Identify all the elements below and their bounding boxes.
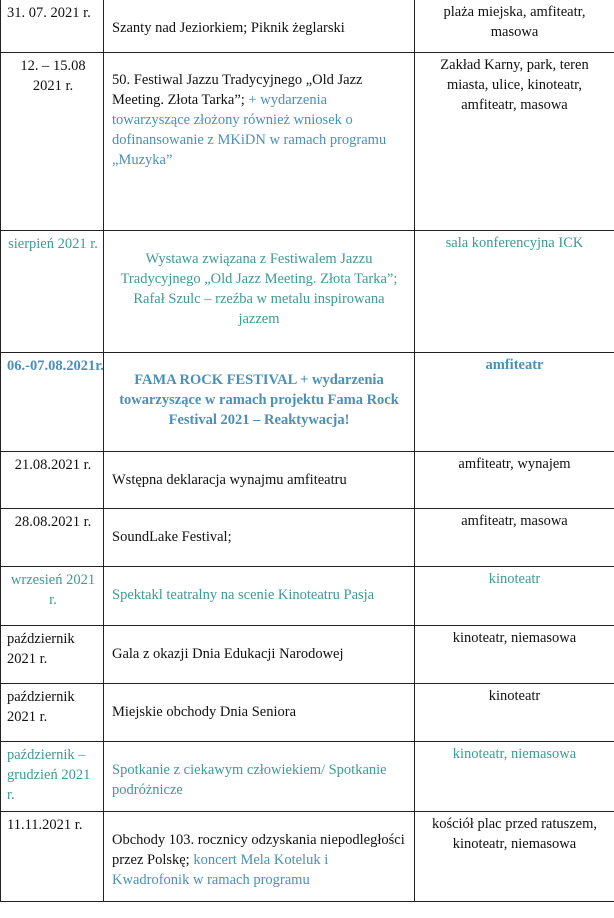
date-text: 12. – 15.08 2021 r. bbox=[20, 58, 86, 94]
location-cell: sala konferencyjna ICK bbox=[415, 231, 614, 353]
table-row bbox=[1, 353, 614, 452]
date-cell: październik 2021 r. bbox=[1, 626, 104, 684]
description-text: Spotkanie z ciekawym człowiekiem/ Spotkanie podróżnicze bbox=[112, 762, 387, 798]
description-text: Szanty nad Jeziorkiem; Piknik żeglarski bbox=[112, 20, 345, 36]
description-cell bbox=[104, 812, 415, 902]
date-cell bbox=[1, 567, 104, 626]
table-row bbox=[1, 509, 614, 567]
description-text-highlight: koncert Mela Koteluk i Kwadrofonik w ramach programu bbox=[112, 852, 329, 888]
date-cell bbox=[1, 53, 104, 231]
table-row bbox=[1, 567, 614, 626]
description-cell bbox=[104, 567, 415, 626]
description-text-highlight: + wydarzenia towarzyszące złożony również wniosek o dofinansowanie z MKiDN w ramach programu „Muzyka” bbox=[112, 92, 387, 168]
date-text: 06.-07.08.2021r. bbox=[7, 358, 104, 374]
description-text: 50. Festiwal Jazzu Tradycyjnego „Old Jazz Meeting. Złota Tarka”; bbox=[112, 72, 363, 108]
location-cell: Zakład Karny, park, teren miasta, ulice, kinoteatr, amfiteatr, masowa bbox=[415, 53, 614, 231]
location-cell: kościół plac przed ratuszem, kinoteatr, niemasowa bbox=[415, 812, 614, 902]
table-row bbox=[1, 812, 614, 902]
description-cell bbox=[104, 53, 415, 231]
date-cell: październik – grudzień 2021 r. bbox=[1, 742, 104, 812]
description-cell bbox=[104, 231, 415, 353]
date-text: sierpień 2021 r. bbox=[8, 236, 98, 252]
description-cell bbox=[104, 452, 415, 509]
location-cell: kinoteatr bbox=[415, 684, 614, 742]
description-text: Wystawa związana z Festiwalem Jazzu Tradycyjnego „Old Jazz Meeting. Złota Tarka”; Rafał Szulc – rzeźba w metalu inspirowana jazzem bbox=[120, 251, 398, 327]
date-cell bbox=[1, 452, 104, 509]
location-cell: amfiteatr bbox=[415, 353, 614, 452]
location-cell: amfiteatr, masowa bbox=[415, 509, 614, 567]
table-row bbox=[1, 626, 614, 684]
description-cell bbox=[104, 509, 415, 567]
date-text: wrzesień 2021 r. bbox=[10, 572, 96, 608]
date-cell: 11.11.2021 r. bbox=[1, 812, 104, 902]
description-cell bbox=[104, 626, 415, 684]
date-text: 28.08.2021 r. bbox=[14, 514, 92, 530]
table-row bbox=[1, 53, 614, 231]
table-row bbox=[1, 231, 614, 353]
description-text: Wstępna deklaracja wynajmu amfiteatru bbox=[112, 472, 347, 488]
description-cell bbox=[104, 353, 415, 452]
table-row bbox=[1, 742, 614, 812]
date-cell: październik 2021 r. bbox=[1, 684, 104, 742]
description-text: Obchody 103. rocznicy odzyskania niepodległości przez Polskę; bbox=[112, 832, 405, 868]
date-cell bbox=[1, 509, 104, 567]
description-cell bbox=[104, 0, 415, 53]
description-text: Miejskie obchody Dnia Seniora bbox=[112, 704, 297, 720]
date-cell bbox=[1, 231, 104, 353]
description-cell bbox=[104, 684, 415, 742]
location-cell: kinoteatr, niemasowa bbox=[415, 742, 614, 812]
location-cell: plaża miejska, amfiteatr, masowa bbox=[415, 0, 614, 53]
date-text: 21.08.2021 r. bbox=[14, 457, 92, 473]
description-text: Gala z okazji Dnia Edukacji Narodowej bbox=[112, 646, 344, 662]
description-text: Spektakl teatralny na scenie Kinoteatru Pasja bbox=[112, 587, 375, 603]
date-cell: 31. 07. 2021 r. bbox=[1, 0, 104, 53]
date-cell bbox=[1, 353, 104, 452]
table-row bbox=[1, 684, 614, 742]
table-row bbox=[1, 0, 614, 53]
table-row bbox=[1, 452, 614, 509]
description-text: FAMA ROCK FESTIVAL + wydarzenia towarzyszące w ramach projektu Fama Rock Festival 2021 – Reaktywacja! bbox=[119, 372, 399, 428]
location-cell: kinoteatr, niemasowa bbox=[415, 626, 614, 684]
location-cell: kinoteatr bbox=[415, 567, 614, 626]
location-cell: amfiteatr, wynajem bbox=[415, 452, 614, 509]
description-cell bbox=[104, 742, 415, 812]
description-text: SoundLake Festival; bbox=[112, 529, 232, 545]
